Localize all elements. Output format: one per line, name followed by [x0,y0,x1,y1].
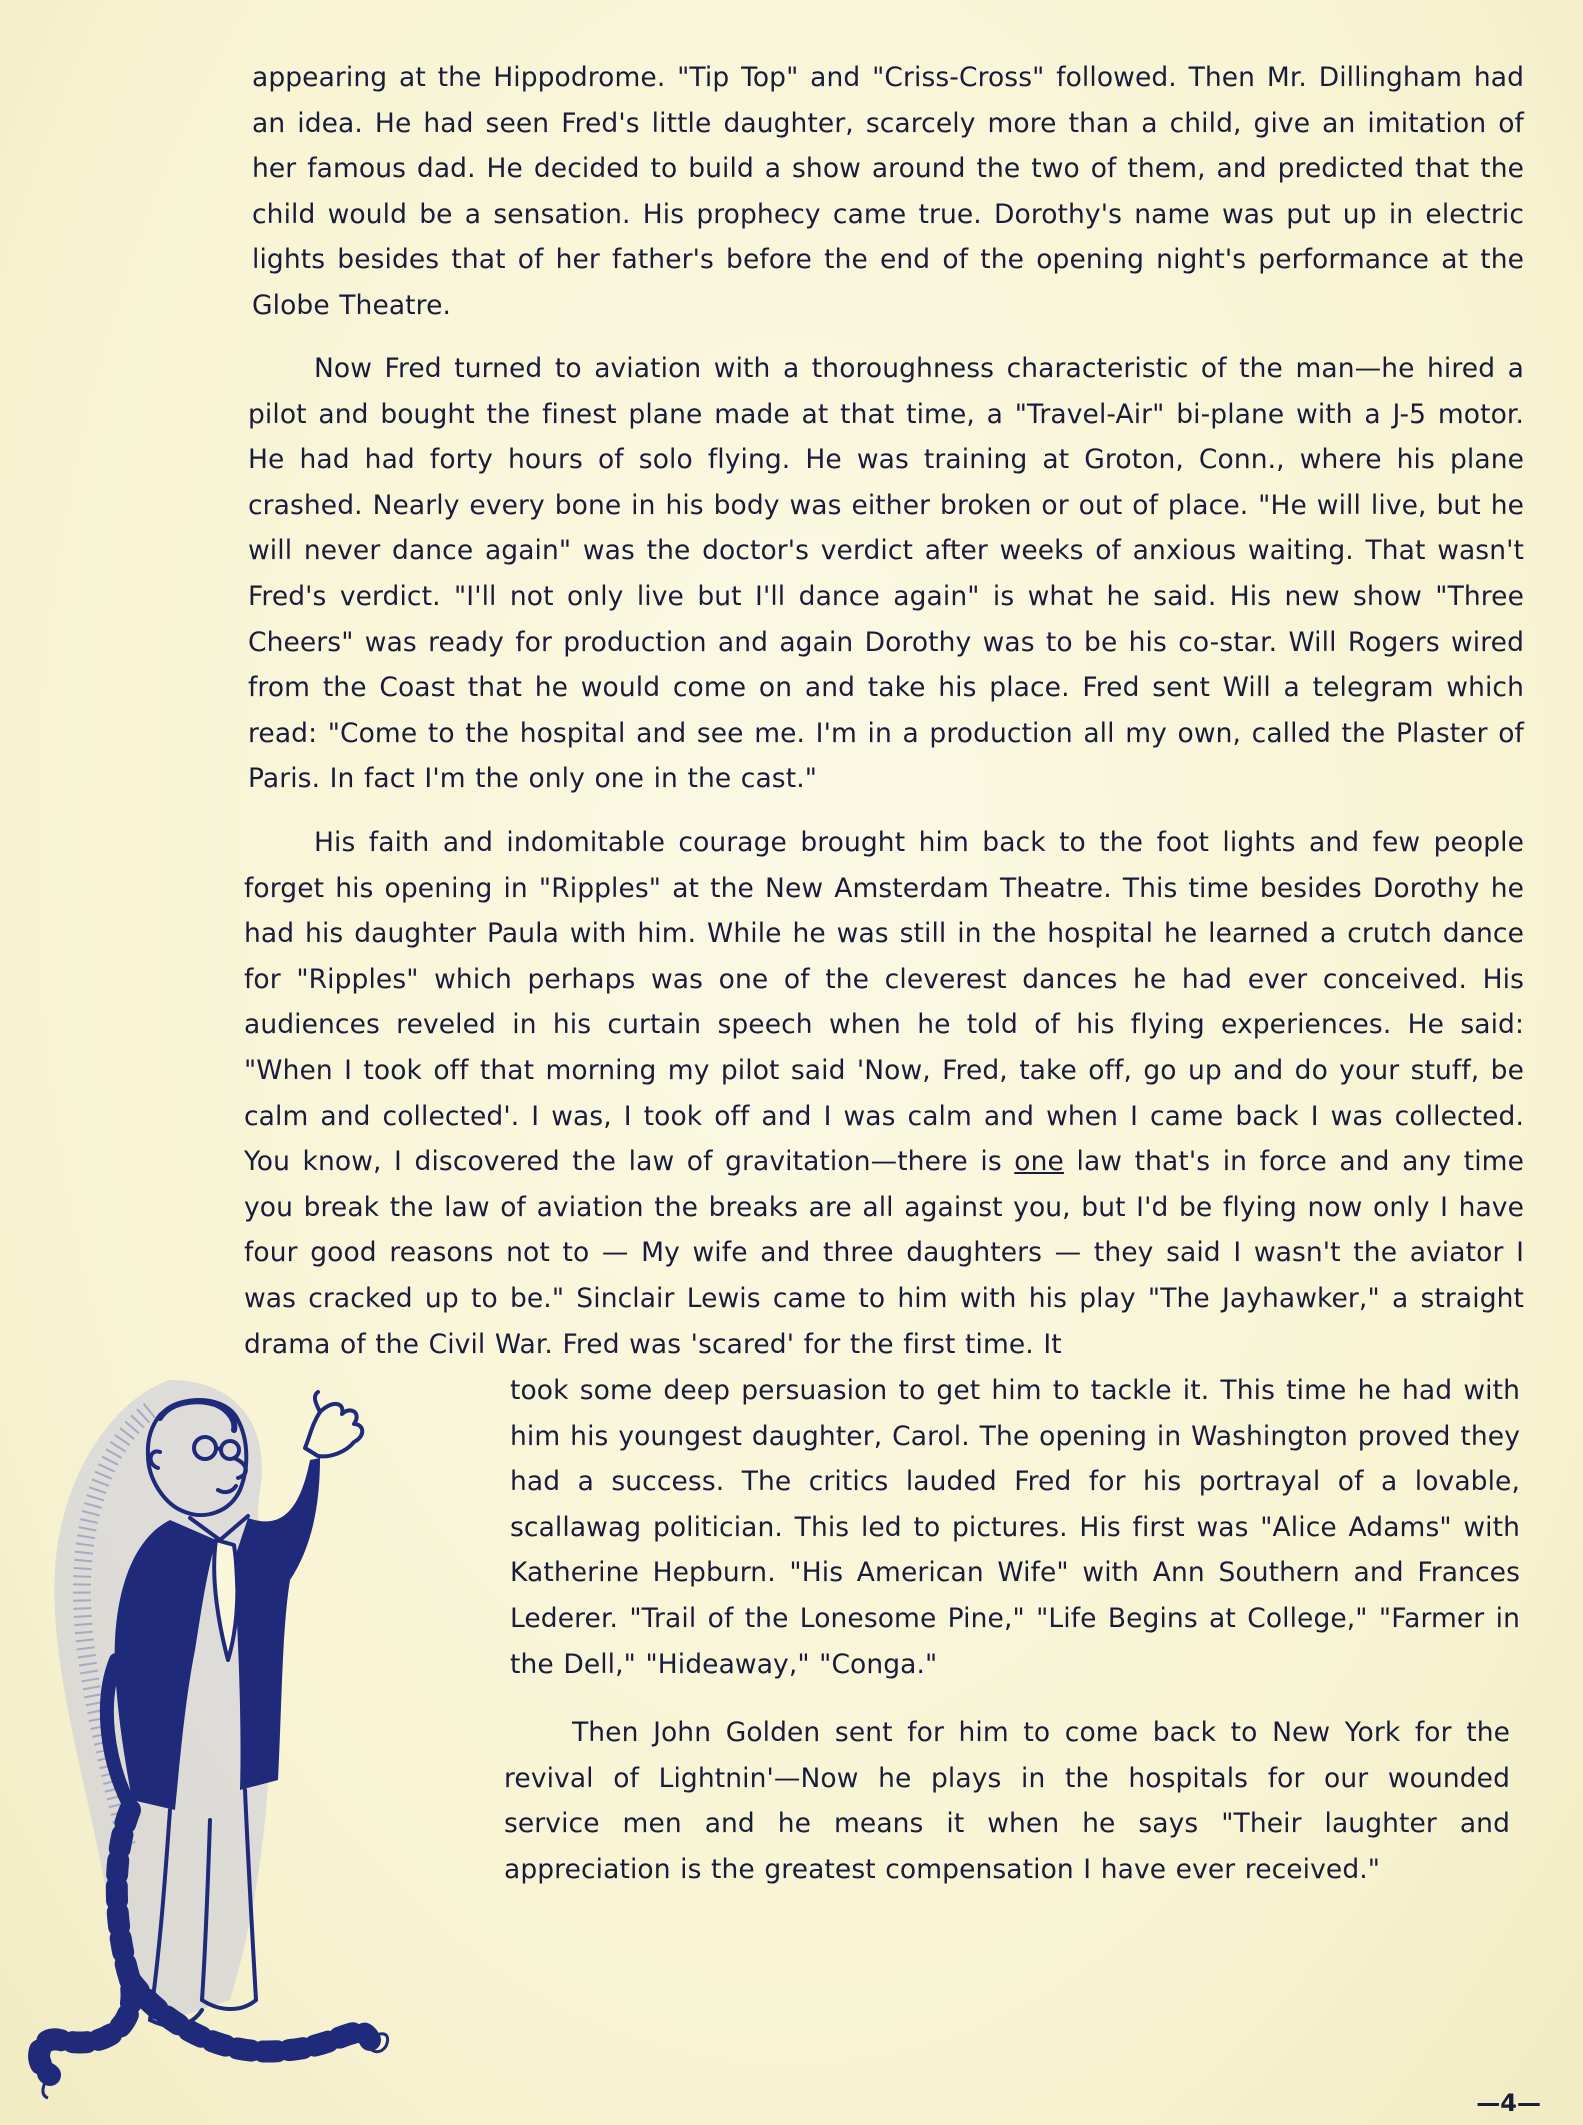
page-number: —4— [1476,2089,1541,2117]
caricature-illustration [20,1340,520,2100]
paragraph-4-text: took some deep persuasion to get him to tackle it. This time he had with him his youngest daughter, Carol. The opening in Washington proved they had a success. The critics lauded Fred for his portrayal of a lovable, scallawag politician. This led to pictures. His first was "Alice Adams" with Katherine Hepburn. "His American Wife" with Ann Southern and Frances Lederer. "Trail of the Lonesome Pine," "Life Begins at College," "Farmer in the Dell," "Hideaway," "Conga." [510,1375,1520,1680]
paragraph-3 [244,820,1524,1367]
paragraph-3-after: law that's in force and any time you break the law of aviation the breaks are all against you, but I'd be flying now only I have four good reasons not to — My wife and three daughters — they said I wasn't the aviator I was cracked up to be." Sinclair Lewis came to him with his play "The Jayhawker," a straight drama of the Civil War. Fred was 'scared' for the first time. It [244,1146,1524,1360]
paragraph-3-text [244,820,1524,1367]
paragraph-2 [248,346,1524,802]
underlined-word: one [1014,1146,1064,1178]
raised-hand [305,1404,362,1456]
paragraph-3-before: His faith and indomitable courage brought him back to the foot lights and few people forget his opening in "Ripples" at the New Amsterdam Theatre. This time besides Dorothy he had his daughter Paula with him. While he was still in the hospital he learned a crutch dance for "Ripples" which perhaps was one of the cleverest dances he had ever conceived. His audiences reveled in his curtain speech when he told of his flying experiences. He said: "When I took off that morning my pilot said 'Now, Fred, take off, go up and do your stuff, be calm and collected'. I was, I took off and I was calm and when I came back I was collected. You know, I discovered the law of gravitation—there is [244,827,1524,1178]
paragraph-1-text: appearing at the Hippodrome. "Tip Top" and "Criss-Cross" followed. Then Mr. Dillingham had an idea. He had seen Fred's little daughter, scarcely more than a child, give an imitation of her famous dad. He decided to build a show around the two of them, and predicted that the child would be a sensation. His prophecy came true. Dorothy's name was put up in electric lights besides that of her father's before the end of the opening night's performance at the Globe Theatre. [252,62,1524,321]
paragraph-1 [252,55,1524,329]
paragraph-5 [504,1710,1510,1892]
paragraph-4 [510,1368,1520,1687]
paragraph-5-text: Then John Golden sent for him to come back to New York for the revival of Lightnin'—Now he plays in the hospitals for our wounded service men and he means it when he says "Their laughter and appreciation is the greatest compensation I have ever received." [504,1717,1510,1885]
paragraph-2-text: Now Fred turned to aviation with a thoroughness characteristic of the man—he hired a pilot and bought the finest plane made at that time, a "Travel-Air" bi-plane with a J-5 motor. He had had forty hours of solo flying. He was training at Groton, Conn., where his plane crashed. Nearly every bone in his body was either broken or out of place. "He will live, but he will never dance again" was the doctor's verdict after weeks of anxious waiting. That wasn't Fred's verdict. "I'll not only live but I'll dance again" is what he said. His new show "Three Cheers" was ready for production and again Dorothy was to be his co-star. Will Rogers wired from the Coast that he would come on and take his place. Fred sent Will a telegram which read: "Come to the hospital and see me. I'm in a production all my own, called the Plaster of Paris. In fact I'm the only one in the cast." [248,353,1524,795]
